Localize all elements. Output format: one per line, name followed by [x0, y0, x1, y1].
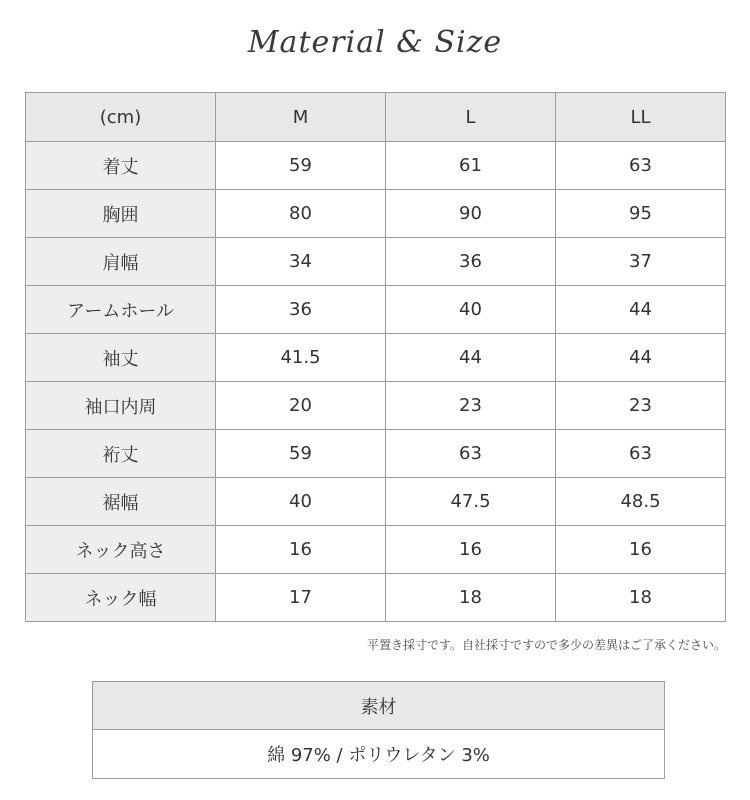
title-text: Material & Size — [247, 25, 503, 60]
table-cell: 44 — [556, 334, 726, 382]
table-cell: 59 — [216, 430, 386, 478]
row-label: 袖丈 — [26, 334, 216, 382]
table-row — [26, 430, 726, 478]
table-cell: 48.5 — [556, 478, 726, 526]
table-cell: 16 — [216, 526, 386, 574]
table-row — [26, 526, 726, 574]
table-row — [26, 574, 726, 622]
table-cell: 17 — [216, 574, 386, 622]
material-header: 素材 — [93, 682, 665, 730]
row-label: ネック高さ — [26, 526, 216, 574]
table-cell: 37 — [556, 238, 726, 286]
table-cell: 41.5 — [216, 334, 386, 382]
table-cell: 90 — [386, 190, 556, 238]
size-table-header-row — [26, 93, 726, 142]
table-cell: 59 — [216, 142, 386, 190]
table-cell: 63 — [386, 430, 556, 478]
row-label: 裄丈 — [26, 430, 216, 478]
material-value-row — [93, 730, 665, 779]
table-row — [26, 382, 726, 430]
table-cell: 16 — [556, 526, 726, 574]
table-cell: 61 — [386, 142, 556, 190]
table-row — [26, 334, 726, 382]
table-cell: 80 — [216, 190, 386, 238]
page-title — [0, 14, 750, 74]
table-cell: 16 — [386, 526, 556, 574]
row-label: 袖口内周 — [26, 382, 216, 430]
header-size-ll: LL — [556, 93, 726, 142]
table-cell: 23 — [386, 382, 556, 430]
table-cell: 18 — [556, 574, 726, 622]
header-unit: (cm) — [26, 93, 216, 142]
row-label: 肩幅 — [26, 238, 216, 286]
table-cell: 23 — [556, 382, 726, 430]
table-cell: 34 — [216, 238, 386, 286]
row-label: 胸囲 — [26, 190, 216, 238]
header-size-m: M — [216, 93, 386, 142]
table-cell: 40 — [386, 286, 556, 334]
table-cell: 40 — [216, 478, 386, 526]
table-row — [26, 286, 726, 334]
header-size-l: L — [386, 93, 556, 142]
row-label: 裾幅 — [26, 478, 216, 526]
table-row — [26, 478, 726, 526]
material-table — [92, 681, 665, 779]
row-label: 着丈 — [26, 142, 216, 190]
table-cell: 44 — [556, 286, 726, 334]
table-cell: 36 — [216, 286, 386, 334]
table-cell: 36 — [386, 238, 556, 286]
table-cell: 20 — [216, 382, 386, 430]
table-row — [26, 142, 726, 190]
row-label: ネック幅 — [26, 574, 216, 622]
table-row — [26, 190, 726, 238]
title-script-graphic — [215, 14, 535, 74]
measurement-note: 平置き採寸です。自社採寸ですので多少の差異はご了承ください。 — [366, 638, 726, 652]
table-cell: 63 — [556, 430, 726, 478]
table-cell: 47.5 — [386, 478, 556, 526]
table-cell: 18 — [386, 574, 556, 622]
material-header-row — [93, 682, 665, 730]
material-value: 綿 97% / ポリウレタン 3% — [93, 730, 665, 779]
row-label: アームホール — [26, 286, 216, 334]
table-cell: 44 — [386, 334, 556, 382]
table-cell: 95 — [556, 190, 726, 238]
table-row — [26, 238, 726, 286]
table-cell: 63 — [556, 142, 726, 190]
size-table — [25, 92, 726, 622]
